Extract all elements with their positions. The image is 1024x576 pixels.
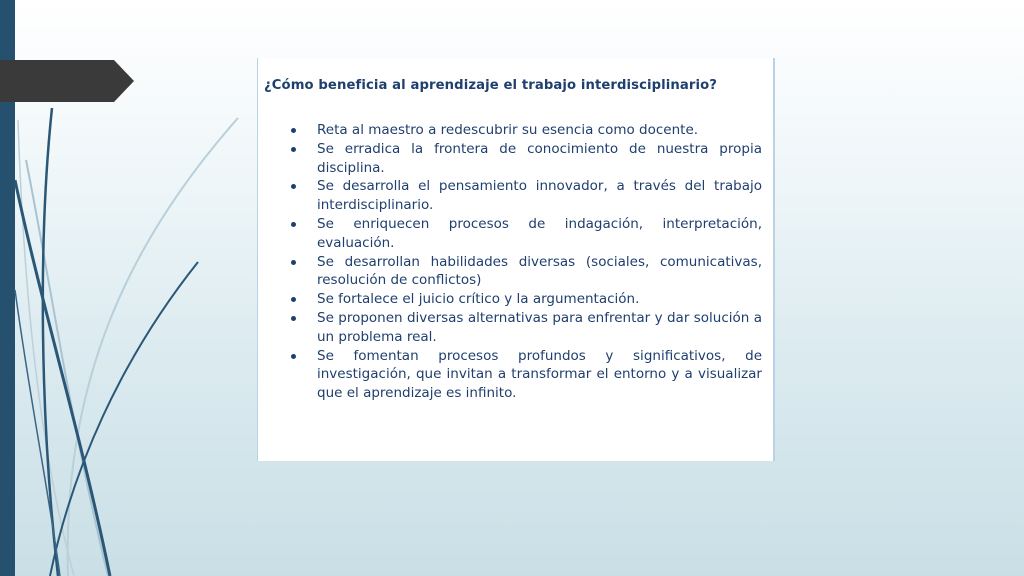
bullet-dot-icon [291, 128, 296, 133]
bullet-item [288, 290, 762, 309]
bullet-dot-icon [291, 147, 296, 152]
card-title: ¿Cómo beneficia al aprendizaje el trabajo interdisciplinario? [264, 78, 718, 93]
bullet-item [288, 121, 762, 140]
bullet-text: Se erradica la frontera de conocimiento de nuestra propia disciplina. [317, 140, 762, 176]
bullet-text: Se fortalece el juicio crítico y la argumentación. [317, 291, 640, 308]
bullet-dot-icon [291, 354, 296, 359]
bullet-text: Se fomentan procesos profundos y significativos, de investigación, que invitan a transformar el entorno y a visualizar que el aprendizaje es infinito. [317, 347, 762, 402]
swoosh-line-dark-1 [43, 108, 58, 576]
swoosh-line-light-2 [68, 118, 238, 576]
bullet-text: Se enriquecen procesos de indagación, interpretación, evaluación. [317, 215, 762, 251]
bullet-text: Se desarrolla el pensamiento innovador, a través del trabajo interdisciplinario. [317, 178, 762, 214]
bullet-item [288, 215, 762, 253]
bullet-dot-icon [291, 184, 296, 189]
arrow-tab-decoration [0, 60, 134, 102]
bullet-item [288, 309, 762, 347]
bullet-item [288, 140, 762, 178]
bullet-dot-icon [291, 297, 296, 302]
bullet-text: Se proponen diversas alternativas para enfrentar y dar solución a un problema real. [317, 309, 762, 345]
swoosh-line-dark-2 [15, 180, 110, 576]
bullet-dot-icon [291, 316, 296, 321]
bullet-dot-icon [291, 260, 296, 265]
bullet-text: Reta al maestro a redescubrir su esencia como docente. [317, 122, 699, 138]
bullet-item [288, 177, 762, 215]
bullet-list [288, 121, 762, 403]
content-card [257, 58, 775, 461]
bullet-text: Se desarrollan habilidades diversas (sociales, comunicativas, resolución de conflictos) [317, 253, 762, 289]
bullet-item [288, 347, 762, 403]
bullet-item [288, 253, 762, 291]
bullet-dot-icon [291, 222, 296, 227]
swoosh-line-dark-4 [15, 290, 60, 576]
